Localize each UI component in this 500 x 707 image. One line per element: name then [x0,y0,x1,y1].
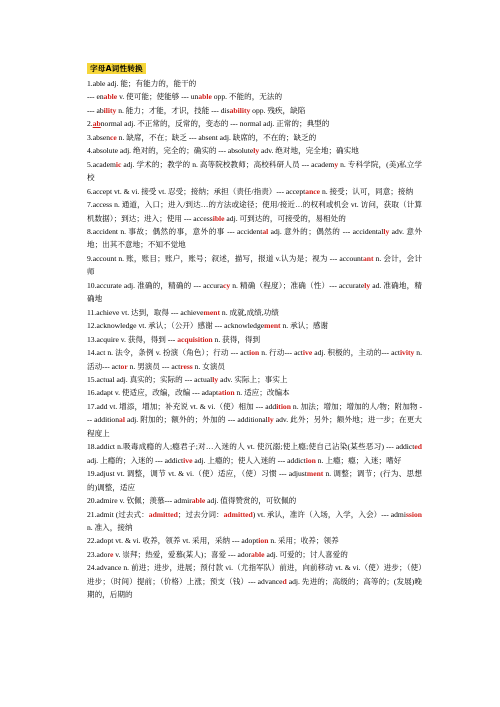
highlighted-affix: acquisition [177,334,213,344]
highlighted-affix: able [191,496,206,506]
entry-text: adj. 意外的；偶然的 --- accidental [268,226,384,236]
entry-text: opp. 不能的，无法的 [211,92,283,102]
entry-text: 22.adopt vt. & vi. 收养，领养 vt. 采用，采纳 --- adopt [87,536,259,546]
entry-text: 5.academ [87,159,116,169]
entry-text: adv. 意外地；出其不意地；不知不觉地 [87,226,422,250]
entry-text: adj. 先进的；高级的；高等的；(发展)晚期的，后期的 [87,576,422,600]
highlighted-affix: ment [203,307,220,317]
entry-text: 3.absen [87,132,110,142]
highlighted-affix: admitted [148,509,178,519]
highlighted-affix: ive [302,348,313,358]
entry-text: opp. 残疾，缺陷 [250,105,306,115]
vocab-entry [87,158,422,185]
highlighted-affix: ion [249,348,260,358]
highlighted-affix: ly [253,146,260,156]
entry-text: adv. 此外；另外；额外地；进一步；在更大程度上 [87,415,422,438]
entry-text: n. 适应；改编本 [234,388,290,398]
entry-text: 18.addict n.吸毒成瘾的人;瘾君子;对…入迷的人 vt. 使沉溺;使上瘾;使自己沾染(某些恶习) --- addict [87,442,415,452]
entry-text: 6.accept vt. & vi. 接受 vt. 忍受；接纳；承担（责任/指责）--- accept [87,186,306,196]
highlighted-affix: ly [383,226,390,236]
entry-text: v. 使可能；使能够 --- un [117,92,199,102]
entry-text: 10.accurate adj. 准确的，精确的 --- accura [87,280,223,290]
highlighted-affix: ly [364,280,371,290]
vocab-entry [87,508,422,535]
entry-text: n. 行动--- act [259,348,303,358]
vocab-entry [87,386,422,399]
entry-text: ad. 准确地，精确地 [87,280,422,304]
vocab-entry [87,548,422,561]
highlighted-affix: ation [218,388,235,398]
entry-text: 11.achieve vt. 达到，取得 --- achieve [87,307,204,317]
entry-text: n. 能力；才能，才识，技能 --- dis [116,105,230,115]
entry-text: adj. 上瘾的；入迷的 --- addict [87,455,184,465]
vocabulary-list [87,77,422,602]
highlighted-affix: ion [305,455,316,465]
highlighted-affix: ce [110,132,117,142]
entry-text: n. 男演员 --- act [127,361,181,371]
highlighted-affix: ment [264,321,281,331]
entry-text: 21.admit (过去式： [87,509,149,519]
document-page [87,58,422,602]
entry-text: n. 加法；增加；增加的人/物；附加物 --- addition [87,401,422,425]
entry-text: ) vt. 承认，准许（入场，入学，入会）--- admi [252,509,406,519]
highlighted-affix: ic [115,159,122,169]
entry-text: n. 接受；认可，同意；接纳 [320,186,414,196]
highlighted-affix: ant [362,253,374,263]
entry-text: ；过去分词： [177,509,224,519]
highlighted-affix: able [251,549,265,559]
entry-text: n. 缺席，不在；缺乏 --- absent adj. 缺席的，不在的；缺乏的 [116,132,317,142]
entry-text: n. 采用；收养；领养 [268,536,339,546]
vocab-entry [87,346,422,373]
vocab-entry [87,534,422,547]
vocab-entry [87,185,422,198]
entry-text: 24.advance n. 前进；进步，进展；预付款 vi.（尤指军队）前进，向前移动 vt. & vi.（使）进步；（使）进步；（时间）提前；（价格）上涨；预支（钱）--- advance [87,563,422,586]
entry-text: 19.adjust vt. 调整，调节 vt. & vi.（使）适应，（使）习惯 --- adjust [87,469,307,479]
entry-text: 14.act n. 法令，条例 v. 扮演（角色）；行动 --- act [87,348,250,358]
highlighted-affix: al [119,415,125,425]
vocab-entry [87,279,422,306]
highlighted-affix: able [198,92,212,102]
highlighted-affix: ility [103,105,117,115]
entry-text: 17.add vt. 增添，增加；补充说 vt. & vi.（使）相加 --- add [87,401,277,411]
entry-text: adj. 学术的；教学的 n. 高等院校教师；高校科研人员 --- academ [121,159,335,169]
entry-text: 13.acquire v. 获得，得到 --- [87,334,178,344]
highlighted-affix: ly [267,415,274,425]
highlighted-affix: ment [306,469,324,479]
entry-text: n. 上瘾；瘾；入迷；嗜好 [315,455,402,465]
highlighted-affix: ion [258,536,269,546]
entry-text: adv. 绝对地，完全地；确实地 [259,146,359,156]
entry-text: adv. 实际上；事实上 [218,374,288,384]
vocab-entry [87,333,422,346]
entry-text: 7.access n. 通道，入口；进入/到达…的方法或途径；使用/接近…的权利或机会 vt. 访问，获取（计算机数据）；到达；进入；使用 --- access [87,200,422,223]
entry-text: adj. 积极的，主动的--- act [312,348,400,358]
highlighted-affix: ress [180,361,193,371]
vocab-entry [87,494,422,507]
highlighted-affix: or [120,361,128,371]
entry-text: n. 活动--- act [87,348,423,371]
highlighted-affix: ible [212,213,225,223]
highlighted-affix: d [282,576,287,586]
highlighted-affix: ssion [405,509,422,519]
highlighted-affix: ly [212,374,219,384]
entry-text: v. 崇拜；热爱，爱慕(某人)；喜爱 --- ador [113,549,252,559]
entry-text: n. 调整；调节；(行为、思想的)调整，适应 [87,469,422,492]
vocab-entry [87,252,422,279]
entry-text: 15.actual adj. 真实的；实际的 --- actual [87,374,213,384]
entry-text: n. 承认；感谢 [280,321,329,331]
entry-text: 12.acknowledge vt. 承认；（公开）感谢 --- acknowledge [87,321,265,331]
vocab-entry [87,90,422,103]
entry-text: n. 获得，得到 [212,334,261,344]
vocab-entry [87,467,422,494]
entry-text: 4.absolute adj. 绝对的，完全的；确实的 --- absolute [87,146,254,156]
highlighted-affix: cy [222,280,231,290]
highlighted-affix: ance [305,186,321,196]
highlighted-affix: ive [183,455,193,465]
vocab-entry [87,400,422,440]
entry-text: adj. 可到达的，可接受的，易相处的 [224,213,346,223]
section-heading: 字母A词性转换 [87,63,146,74]
entry-text: --- ab [87,105,104,115]
highlighted-affix: admitted [223,509,253,519]
highlighted-affix: ed [414,442,422,452]
entry-text: adj. 可爱的；讨人喜爱的 [264,549,348,559]
entry-text: adj. 附加的；额外的；外加的 --- additional [124,415,268,425]
entry-text: n. 会计，会计师 [87,253,422,277]
entry-text: n. 女演员 [192,361,226,371]
vocab-entry [87,198,422,225]
entry-text: adj. 上瘾的；使人入迷的 --- addict [192,455,306,465]
highlighted-affix: ition [276,401,291,411]
entry-text: 8.accident n. 事故；偶然的事，意外的事 --- accident [87,226,263,236]
vocab-entry [87,440,422,467]
vocab-entry [87,306,422,319]
vocab-entry [87,561,422,601]
entry-text: normal adj. 不正常的，反常的，变态的 --- normal adj. 正常的；典型的 [100,119,330,129]
vocab-entry [87,104,422,117]
entry-text: 23.ador [87,549,110,559]
vocab-entry [87,131,422,144]
vocab-entry [87,225,422,252]
vocab-entry [87,144,422,157]
entry-text: 1.able adj. 能；有能力的，能干的 [87,79,197,88]
entry-text: n. 成就,成绩,功绩 [220,307,279,317]
entry-text: adj. 值得赞赏的，可钦佩的 [205,496,297,506]
entry-text: --- en [87,92,104,102]
entry-text: 2. [87,119,93,129]
highlighted-affix: ability [229,105,251,115]
entry-text: n. 精确（程度）；准确（性）--- accurate [230,280,365,290]
entry-text: n. 准入，接纳 [87,522,133,532]
highlighted-affix: y [334,159,339,169]
vocab-entry [87,319,422,332]
entry-text: 16.adapt v. 使适应，改编，改编 --- adapt [87,388,219,398]
highlighted-affix: ab [92,119,101,129]
highlighted-affix: ivity [399,348,415,358]
highlighted-affix: al [262,226,269,236]
vocab-entry [87,77,422,90]
highlighted-affix: able [103,92,118,102]
entry-text: 20.admire v. 钦佩；羡慕--- admir [87,496,192,506]
highlighted-affix: e [110,549,114,559]
vocab-entry [87,373,422,386]
entry-text: n. 专科学院，(美)私立学校 [87,159,423,183]
vocab-entry [87,117,422,130]
entry-text: 9.account n. 账，账目；账户，账号；叙述，描写，报道 v.认为是；视为 --- account [87,253,363,263]
